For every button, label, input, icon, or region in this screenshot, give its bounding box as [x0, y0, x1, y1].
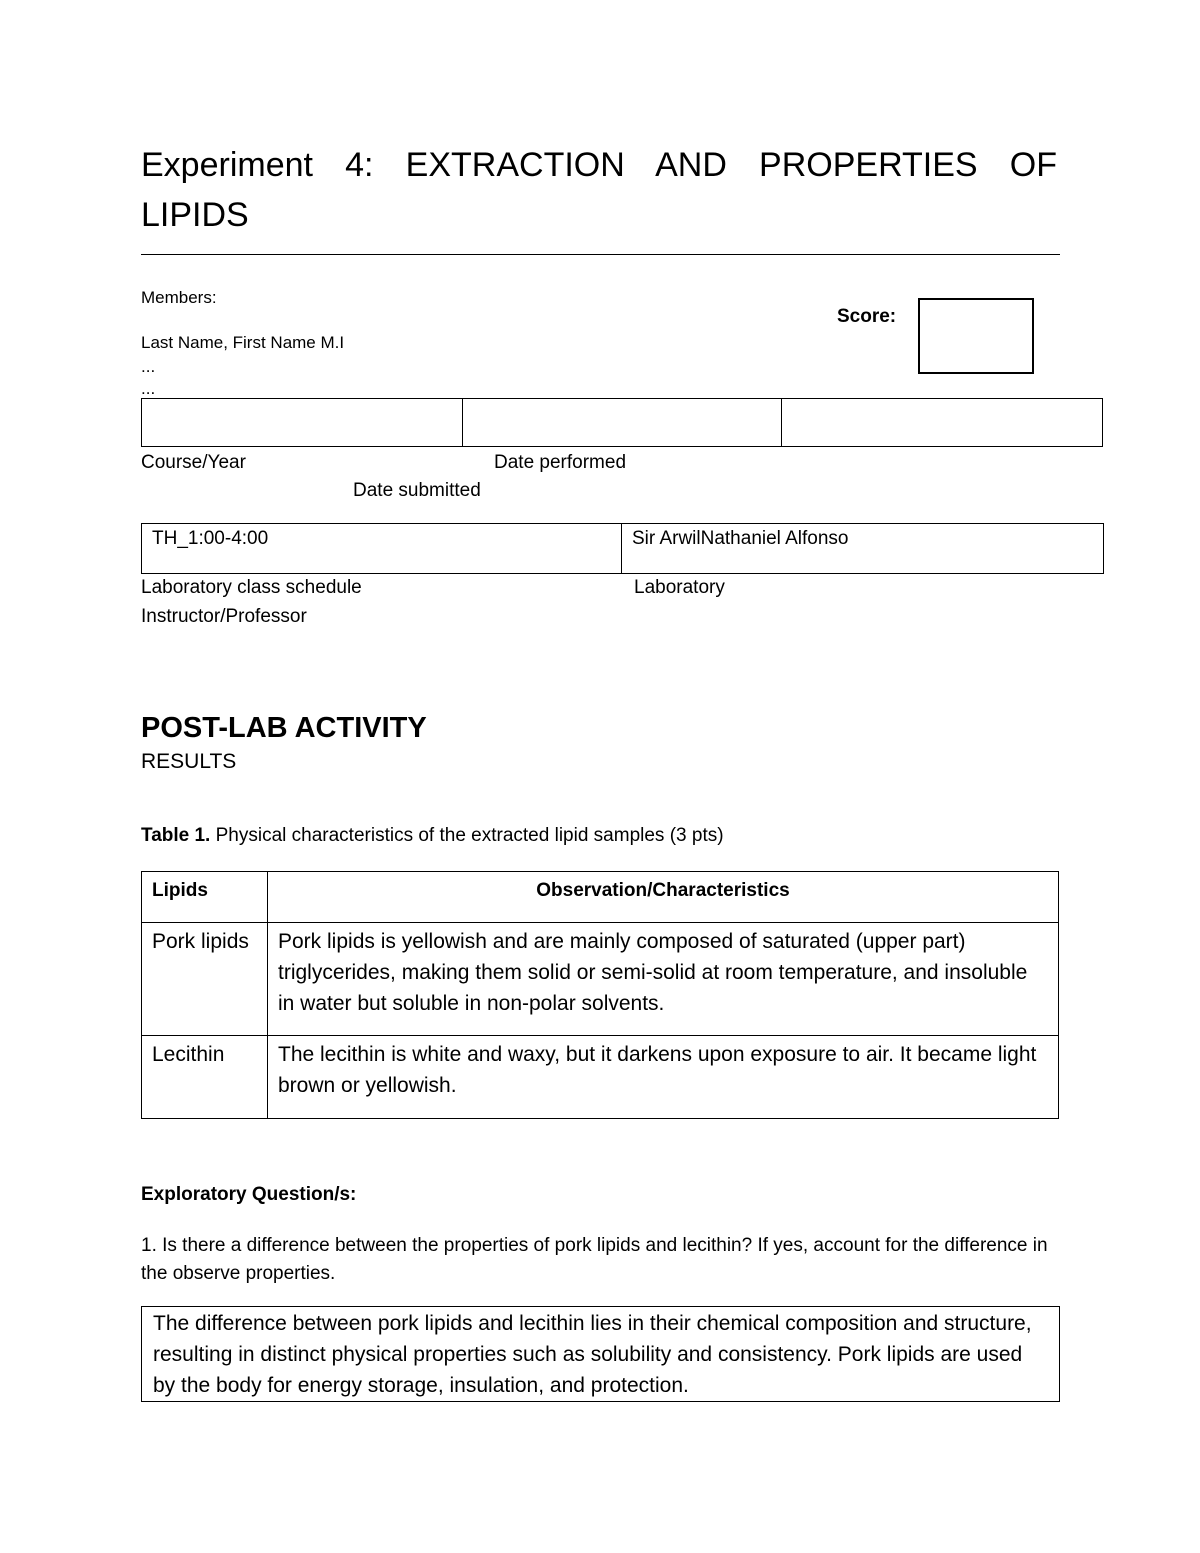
lipid-name-cell: Pork lipids	[142, 923, 268, 1036]
instructor-field[interactable]: Sir ArwilNathaniel Alfonso	[632, 528, 849, 549]
date-performed-label: Date performed	[494, 452, 627, 473]
lipids-table	[141, 871, 1059, 1119]
course-year-label: Course/Year	[141, 452, 246, 473]
schedule-field[interactable]: TH_1:00-4:00	[142, 524, 622, 573]
answer-1-box[interactable]: The difference between pork lipids and lecithin lies in their chemical composition and structure, resulting in distinct physical properties such as solubility and consistency. Pork lipids are used by the body for energy storage, insulation, and protection.	[141, 1306, 1060, 1402]
schedule-instructor-row	[141, 523, 1104, 574]
score-box	[918, 298, 1034, 374]
question-1: 1. Is there a difference between the properties of pork lipids and lecithin? If yes, account for the difference in the observe properties.	[141, 1235, 1048, 1284]
observation-cell: The lecithin is white and waxy, but it darkens upon exposure to air. It became light brown or yellowish.	[268, 1036, 1059, 1119]
laboratory-label: Laboratory	[634, 577, 725, 598]
schedule-label: Laboratory class schedule	[141, 577, 362, 598]
date-submitted-label: Date submitted	[353, 480, 481, 501]
questions-heading: Exploratory Question/s:	[141, 1184, 357, 1205]
header-lipids: Lipids	[142, 872, 268, 923]
post-lab-heading: POST-LAB ACTIVITY	[141, 712, 427, 744]
table-row	[142, 1036, 1059, 1119]
date-performed-field[interactable]	[463, 399, 782, 446]
score-label: Score:	[837, 306, 897, 327]
results-subheading: RESULTS	[141, 750, 237, 773]
table-caption	[141, 825, 724, 847]
course-year-field[interactable]	[142, 399, 463, 446]
member-ellipsis-1: ...	[141, 357, 156, 376]
title-divider	[141, 254, 1060, 255]
observation-cell: Pork lipids is yellowish and are mainly composed of saturated (upper part) triglycerides, making them solid or semi-solid at room temperature, and insoluble in water but soluble in non-polar solvents.	[268, 923, 1059, 1036]
date-submitted-field[interactable]	[782, 399, 1102, 446]
members-label: Members:	[141, 288, 217, 307]
instructor-label: Instructor/Professor	[141, 606, 307, 627]
table-row	[142, 923, 1059, 1036]
member-name-line: Last Name, First Name M.I	[141, 333, 345, 352]
table-caption-text: Physical characteristics of the extracted lipid samples (3 pts)	[210, 825, 724, 846]
table-header-row	[142, 872, 1059, 923]
table-caption-label: Table 1.	[141, 825, 211, 846]
course-date-row	[141, 398, 1103, 447]
lipid-name-cell: Lecithin	[142, 1036, 268, 1119]
document-title: Experiment 4: EXTRACTION AND PROPERTIES OF LIPIDS	[141, 146, 1057, 234]
member-ellipsis-2: ...	[141, 379, 156, 398]
header-observation: Observation/Characteristics	[268, 872, 1059, 923]
